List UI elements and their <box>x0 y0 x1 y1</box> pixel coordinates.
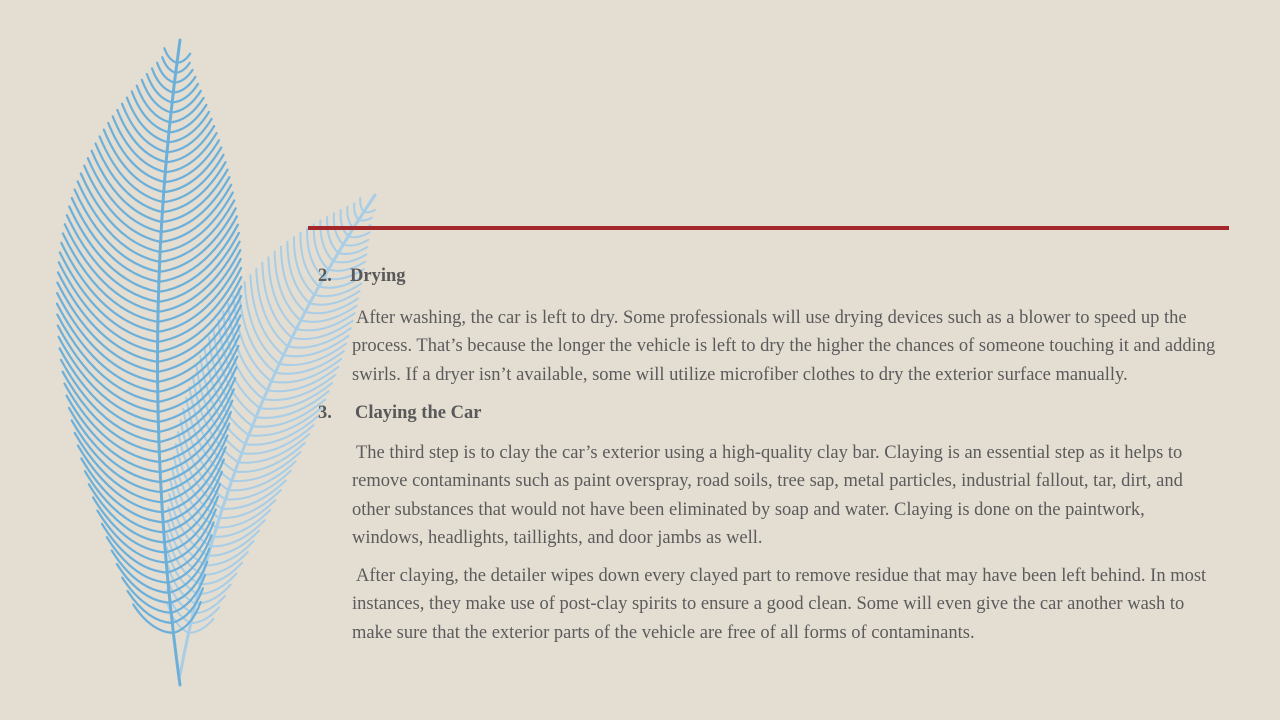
section-3-number: 3. <box>318 403 332 423</box>
feather-barb <box>250 275 283 355</box>
feather-barb <box>239 289 275 373</box>
feather-spine <box>158 40 181 685</box>
section-2-paragraph: After washing, the car is left to dry. Some professionals will use drying devices such as a blower to speed up the process. That’s because the longer the vehicle is left to dry the higher the chances of someone touching it and adding swirls. If a dryer isn’t available, some will utilize microfiber clothes to dry the exterior surface manually. <box>352 307 1216 385</box>
feather-barb <box>347 207 353 228</box>
feather-barb <box>360 198 364 212</box>
section-3-paragraph-1: The third step is to clay the car’s exterior using a high-quality clay bar. Claying is an essential step as it helps to remove contaminants such as paint overspray, road soils, tree sap, metal particles, industrial fallout, tar, dirt, and other substances that would not have been eliminated by soap and water. Claying is done on the paintwork, windows, headlights, taillights, and door jambs as well. <box>352 442 1183 548</box>
slide-content <box>318 262 1218 647</box>
section-3-title: Claying the Car <box>355 403 482 423</box>
section-3-paragraph-2: After claying, the detailer wipes down every clayed part to remove residue that may have been left behind. In most instances, they make use of post-clay spirits to ensure a good clean. Some will even give the car another wash to make sure that the exterior parts of the vehicle are free of all forms of contaminants. <box>352 565 1207 643</box>
accent-rule <box>308 226 1229 230</box>
feather-barb <box>256 269 287 346</box>
feather-barb <box>354 204 359 220</box>
feather-barb <box>162 57 175 72</box>
feather-barb <box>164 48 177 63</box>
feather-barb <box>169 105 207 132</box>
section-3-heading <box>318 399 1218 428</box>
section-2-number: 2. <box>318 266 332 286</box>
feather-barb <box>142 80 171 113</box>
feather-barb <box>113 116 166 172</box>
feather-barb <box>173 602 200 633</box>
feather-barb <box>300 233 318 287</box>
section-2-title: Drying <box>350 266 406 286</box>
section-2-heading <box>318 262 1218 291</box>
feather-barb <box>137 86 170 123</box>
